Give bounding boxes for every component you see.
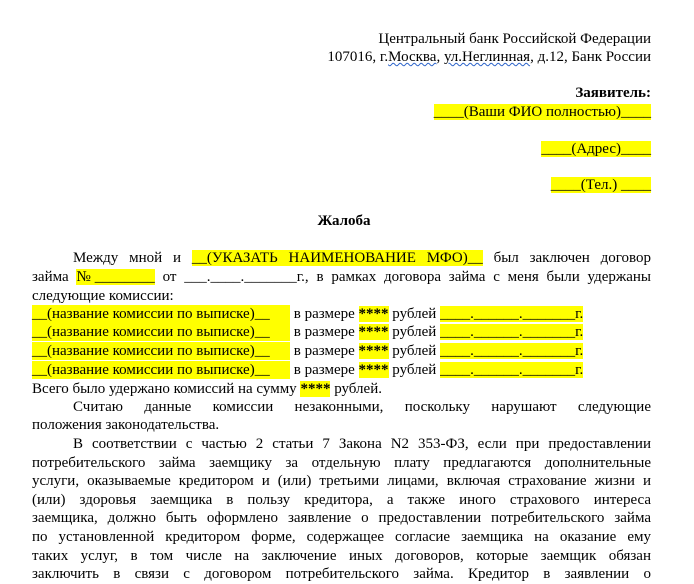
commission-date: ____.______._______г. (440, 362, 584, 378)
total-amount: **** (300, 381, 331, 397)
commission-date: ____.______._______г. (440, 306, 584, 322)
loan-number-placeholder: №________ (76, 269, 155, 285)
body-line: услуги, оказываемые кредитором и (или) третьими лицами, включая страхование жизни и (32, 473, 651, 489)
body-line: В соответствии с частью 2 статьи 7 Закона N2 353-ФЗ, если при предоставлении (73, 436, 651, 452)
from-word: от (162, 269, 177, 285)
commission-row (32, 361, 583, 380)
total-text-b: рублей. (334, 381, 382, 397)
intro-text-a: Между мной и (73, 250, 181, 266)
commission-mid: в размере (293, 362, 355, 378)
commission-name: __(название комиссии по выписке)__ (32, 323, 290, 341)
commission-name: __(название комиссии по выписке)__ (32, 342, 290, 360)
document-title: Жалоба (317, 213, 371, 229)
name-placeholder: ____(Ваши ФИО полностью)____ (433, 104, 651, 120)
body-line: по установленной кредитором форме, содержащее согласие заемщика на оказание ему (32, 529, 651, 545)
commission-currency: рублей (392, 306, 437, 322)
commission-amount: **** (358, 306, 389, 322)
address-prefix: 107016, г. (327, 49, 389, 65)
body-line: (или) здоровья заемщика в пользу кредитора, а также иного страхового интереса (32, 492, 651, 508)
total-text-a: Всего было удержано комиссий на сумму (32, 381, 297, 397)
body-line: положения законодательства. (32, 417, 220, 433)
body-line: потребительского займа заемщику за отдельную плату предлагаются дополнительные (32, 455, 651, 471)
recipient-address (327, 48, 651, 67)
commission-currency: рублей (392, 362, 437, 378)
commission-date: ____.______._______г. (440, 324, 584, 340)
applicant-phone-field (551, 176, 651, 195)
commission-currency: рублей (392, 324, 437, 340)
commission-date: ____.______._______г. (440, 343, 584, 359)
recipient-line: Центральный банк Российской Федерации (378, 31, 651, 47)
applicant-name-field (434, 103, 651, 122)
intro-line-2 (32, 268, 651, 287)
commission-amount: **** (358, 362, 389, 378)
commission-mid: в размере (293, 306, 355, 322)
phone-placeholder: ____(Тел.) ____ (550, 177, 651, 193)
address-placeholder: ____(Адрес)____ (541, 141, 651, 157)
applicant-label: Заявитель: (575, 85, 651, 101)
commission-row (32, 323, 583, 342)
intro-text-b: был заключен договор (493, 250, 652, 266)
commission-row (32, 342, 583, 361)
commission-amount: **** (358, 343, 389, 359)
commission-amount: **** (358, 324, 389, 340)
body-line: заключить в связи с договором потребительского займа. Кредитор в заявлении о (32, 566, 651, 582)
body-line: Считаю данные комиссии незаконными, поскольку нарушают следующие (73, 399, 651, 415)
commission-mid: в размере (293, 324, 355, 340)
body-line: таких услуг, в том числе на заключение иных договоров, которые заемщик обязан (32, 548, 651, 564)
commission-name: __(название комиссии по выписке)__ (32, 305, 290, 323)
loan-date-text: ___.____._______г., в рамках договора займа с меня были удержаны (184, 269, 652, 285)
commission-mid: в размере (293, 343, 355, 359)
intro-line-3: следующие комиссии: (32, 288, 174, 304)
intro-line-1 (32, 249, 651, 268)
commission-name: __(название комиссии по выписке)__ (32, 361, 290, 379)
address-suffix: , д.12, Банк России (530, 49, 651, 65)
total-line (32, 380, 382, 399)
commission-currency: рублей (392, 343, 437, 359)
loan-word: займа (32, 269, 69, 285)
mfo-name-placeholder: __(УКАЗАТЬ НАИМЕНОВАНИЕ МФО)__ (191, 250, 483, 266)
address-city: Москва (388, 49, 437, 65)
applicant-address-field (541, 140, 651, 159)
address-street: ул.Неглинная (443, 49, 531, 65)
address-sep: , (436, 49, 444, 65)
commission-row (32, 305, 583, 324)
body-line: заемщика, должно быть оформлено заявление о предоставлении потребительского займа (32, 510, 651, 526)
